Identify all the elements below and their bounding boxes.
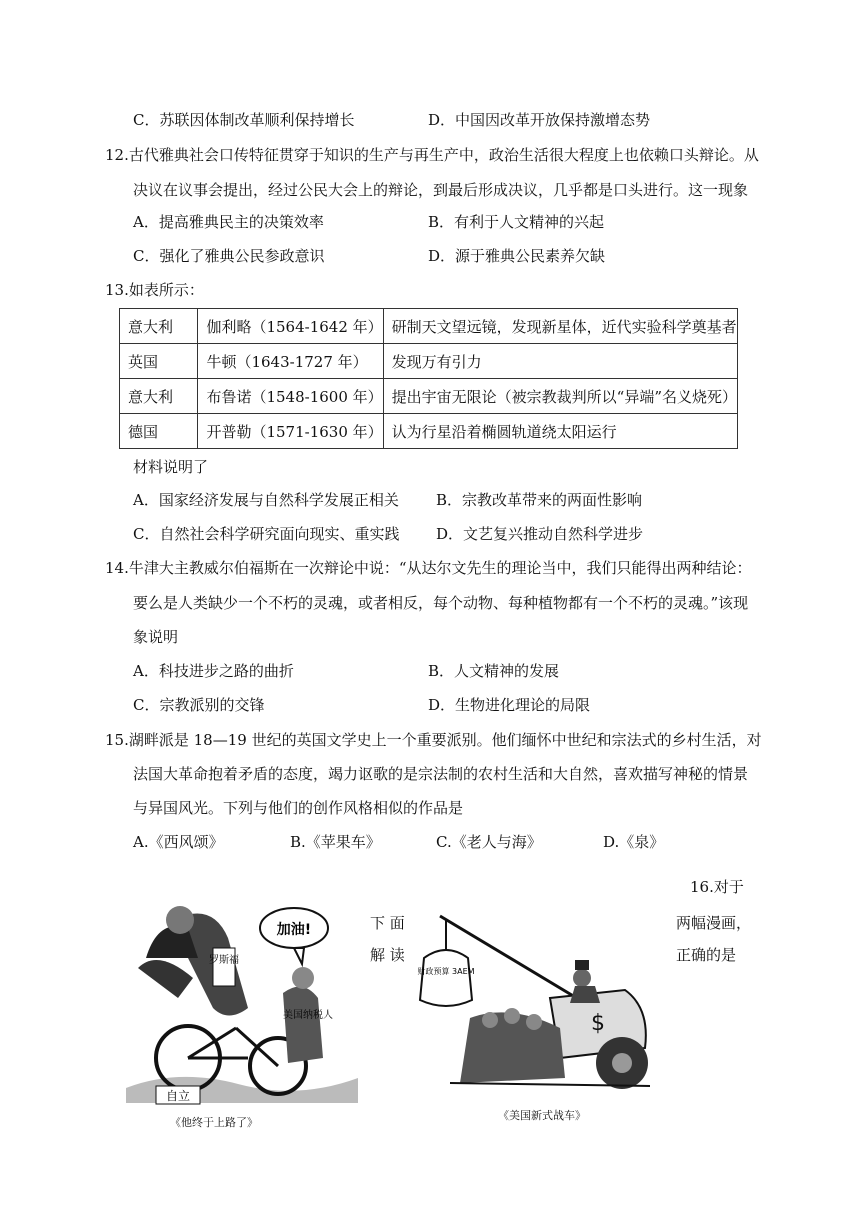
q13-option-c: C．自然社会科学研究面向现实、重实践	[133, 525, 400, 543]
q16-stem-part3: 两幅漫画，	[676, 914, 752, 932]
q12-option-c: C．强化了雅典公民参政意识	[133, 247, 325, 265]
q14-option-c: C．宗教派别的交锋	[133, 696, 265, 714]
cartoon-american-new-chariot	[410, 898, 658, 1096]
q14-stem-line1: 14.牛津大主教威尔伯福斯在一次辩论中说：“从达尔文先生的理论当中，我们只能得出两种结论：	[105, 559, 752, 577]
q12-option-b: B．有利于人文精神的兴起	[428, 213, 605, 231]
q13-table	[119, 308, 738, 449]
table-row	[120, 309, 738, 344]
q13-option-b: B．宗教改革带来的两面性影响	[436, 491, 643, 509]
q16-stem-part5: 正确的是	[676, 946, 737, 964]
table-cell: 牛顿（1643-1727 年）	[198, 344, 383, 379]
q15-option-d: D.《泉》	[603, 833, 665, 851]
cartoon1-caption: 《他终于上路了》	[170, 1116, 258, 1129]
table-cell: 布鲁诺（1548-1600 年）	[198, 379, 383, 414]
table-cell: 意大利	[120, 309, 198, 344]
table-cell: 开普勒（1571-1630 年）	[198, 414, 383, 449]
table-cell: 认为行星沿着椭圆轨道绕太阳运行	[383, 414, 737, 449]
q12-stem-line1: 12.古代雅典社会口传特征贯穿于知识的生产与再生产中，政治生活很大程度上也依赖口头辩论。从	[105, 146, 759, 164]
table-cell: 伽利略（1564-1642 年）	[198, 309, 383, 344]
q14-stem-line2: 要么是人类缺少一个不朽的灵魂，或者相反，每个动物、每种植物都有一个不朽的灵魂。”该现	[133, 594, 749, 612]
q12-option-d: D．源于雅典公民素养欠缺	[428, 247, 606, 265]
table-cell: 英国	[120, 344, 198, 379]
q15-option-b: B.《苹果车》	[290, 833, 381, 851]
q15-option-c: C.《老人与海》	[436, 833, 542, 851]
q16-stem-part2: 下 面	[370, 914, 405, 932]
bag-label: 财政预算 3AEM	[417, 967, 475, 976]
table-cell: 研制天文望远镜，发现新星体，近代实验科学奠基者	[383, 309, 737, 344]
q12-option-a: A．提高雅典民主的决策效率	[133, 213, 324, 231]
rider-label: 罗斯福	[209, 955, 239, 966]
q13-stem: 13.如表所示：	[105, 281, 204, 299]
q16-stem-part4: 解 读	[370, 946, 405, 964]
pusher-label: 美国纳税人	[283, 1010, 333, 1021]
q13-note: 材料说明了	[133, 458, 209, 476]
q13-option-a: A．国家经济发展与自然科学发展正相关	[133, 491, 399, 509]
table-cell: 意大利	[120, 379, 198, 414]
dollar-icon: $	[591, 1011, 605, 1036]
q11-option-c: C．苏联因体制改革顺利保持增长	[133, 111, 355, 129]
q15-stem-line3: 与异国风光。下列与他们的创作风格相似的作品是	[133, 799, 464, 817]
q16-stem-part1: 16.对于	[690, 878, 744, 896]
cartoon2-caption: 《美国新式战车》	[498, 1109, 586, 1122]
table-row	[120, 344, 738, 379]
q14-option-a: A．科技进步之路的曲折	[133, 662, 294, 680]
table-row	[120, 414, 738, 449]
q15-stem-line1: 15.湖畔派是 18—19 世纪的英国文学史上一个重要派别。他们缅怀中世纪和宗法式的乡村生活，对	[105, 731, 762, 749]
q15-stem-line2: 法国大革命抱着矛盾的态度，竭力讴歌的是宗法制的农村生活和大自然，喜欢描写神秘的情景	[133, 765, 749, 783]
q13-option-d: D．文艺复兴推动自然科学进步	[436, 525, 644, 543]
q12-stem-line2: 决议在议事会提出，经过公民大会上的辩论，到最后形成决议，几乎都是口头进行。这一现象	[133, 181, 749, 199]
wheel-label: 自立	[165, 1089, 191, 1103]
table-cell: 德国	[120, 414, 198, 449]
table-row	[120, 379, 738, 414]
table-cell: 提出宇宙无限论（被宗教裁判所以“异端”名义烧死）	[383, 379, 737, 414]
q14-option-b: B．人文精神的发展	[428, 662, 560, 680]
q11-option-d: D．中国因改革开放保持激增态势	[428, 111, 651, 129]
speech-bubble-text: 加油!	[276, 922, 312, 938]
cartoon-he-finally-on-road	[118, 898, 364, 1110]
q15-option-a: A.《西风颂》	[133, 833, 224, 851]
q14-option-d: D．生物进化理论的局限	[428, 696, 591, 714]
table-cell: 发现万有引力	[383, 344, 737, 379]
q14-stem-line3: 象说明	[133, 628, 179, 646]
